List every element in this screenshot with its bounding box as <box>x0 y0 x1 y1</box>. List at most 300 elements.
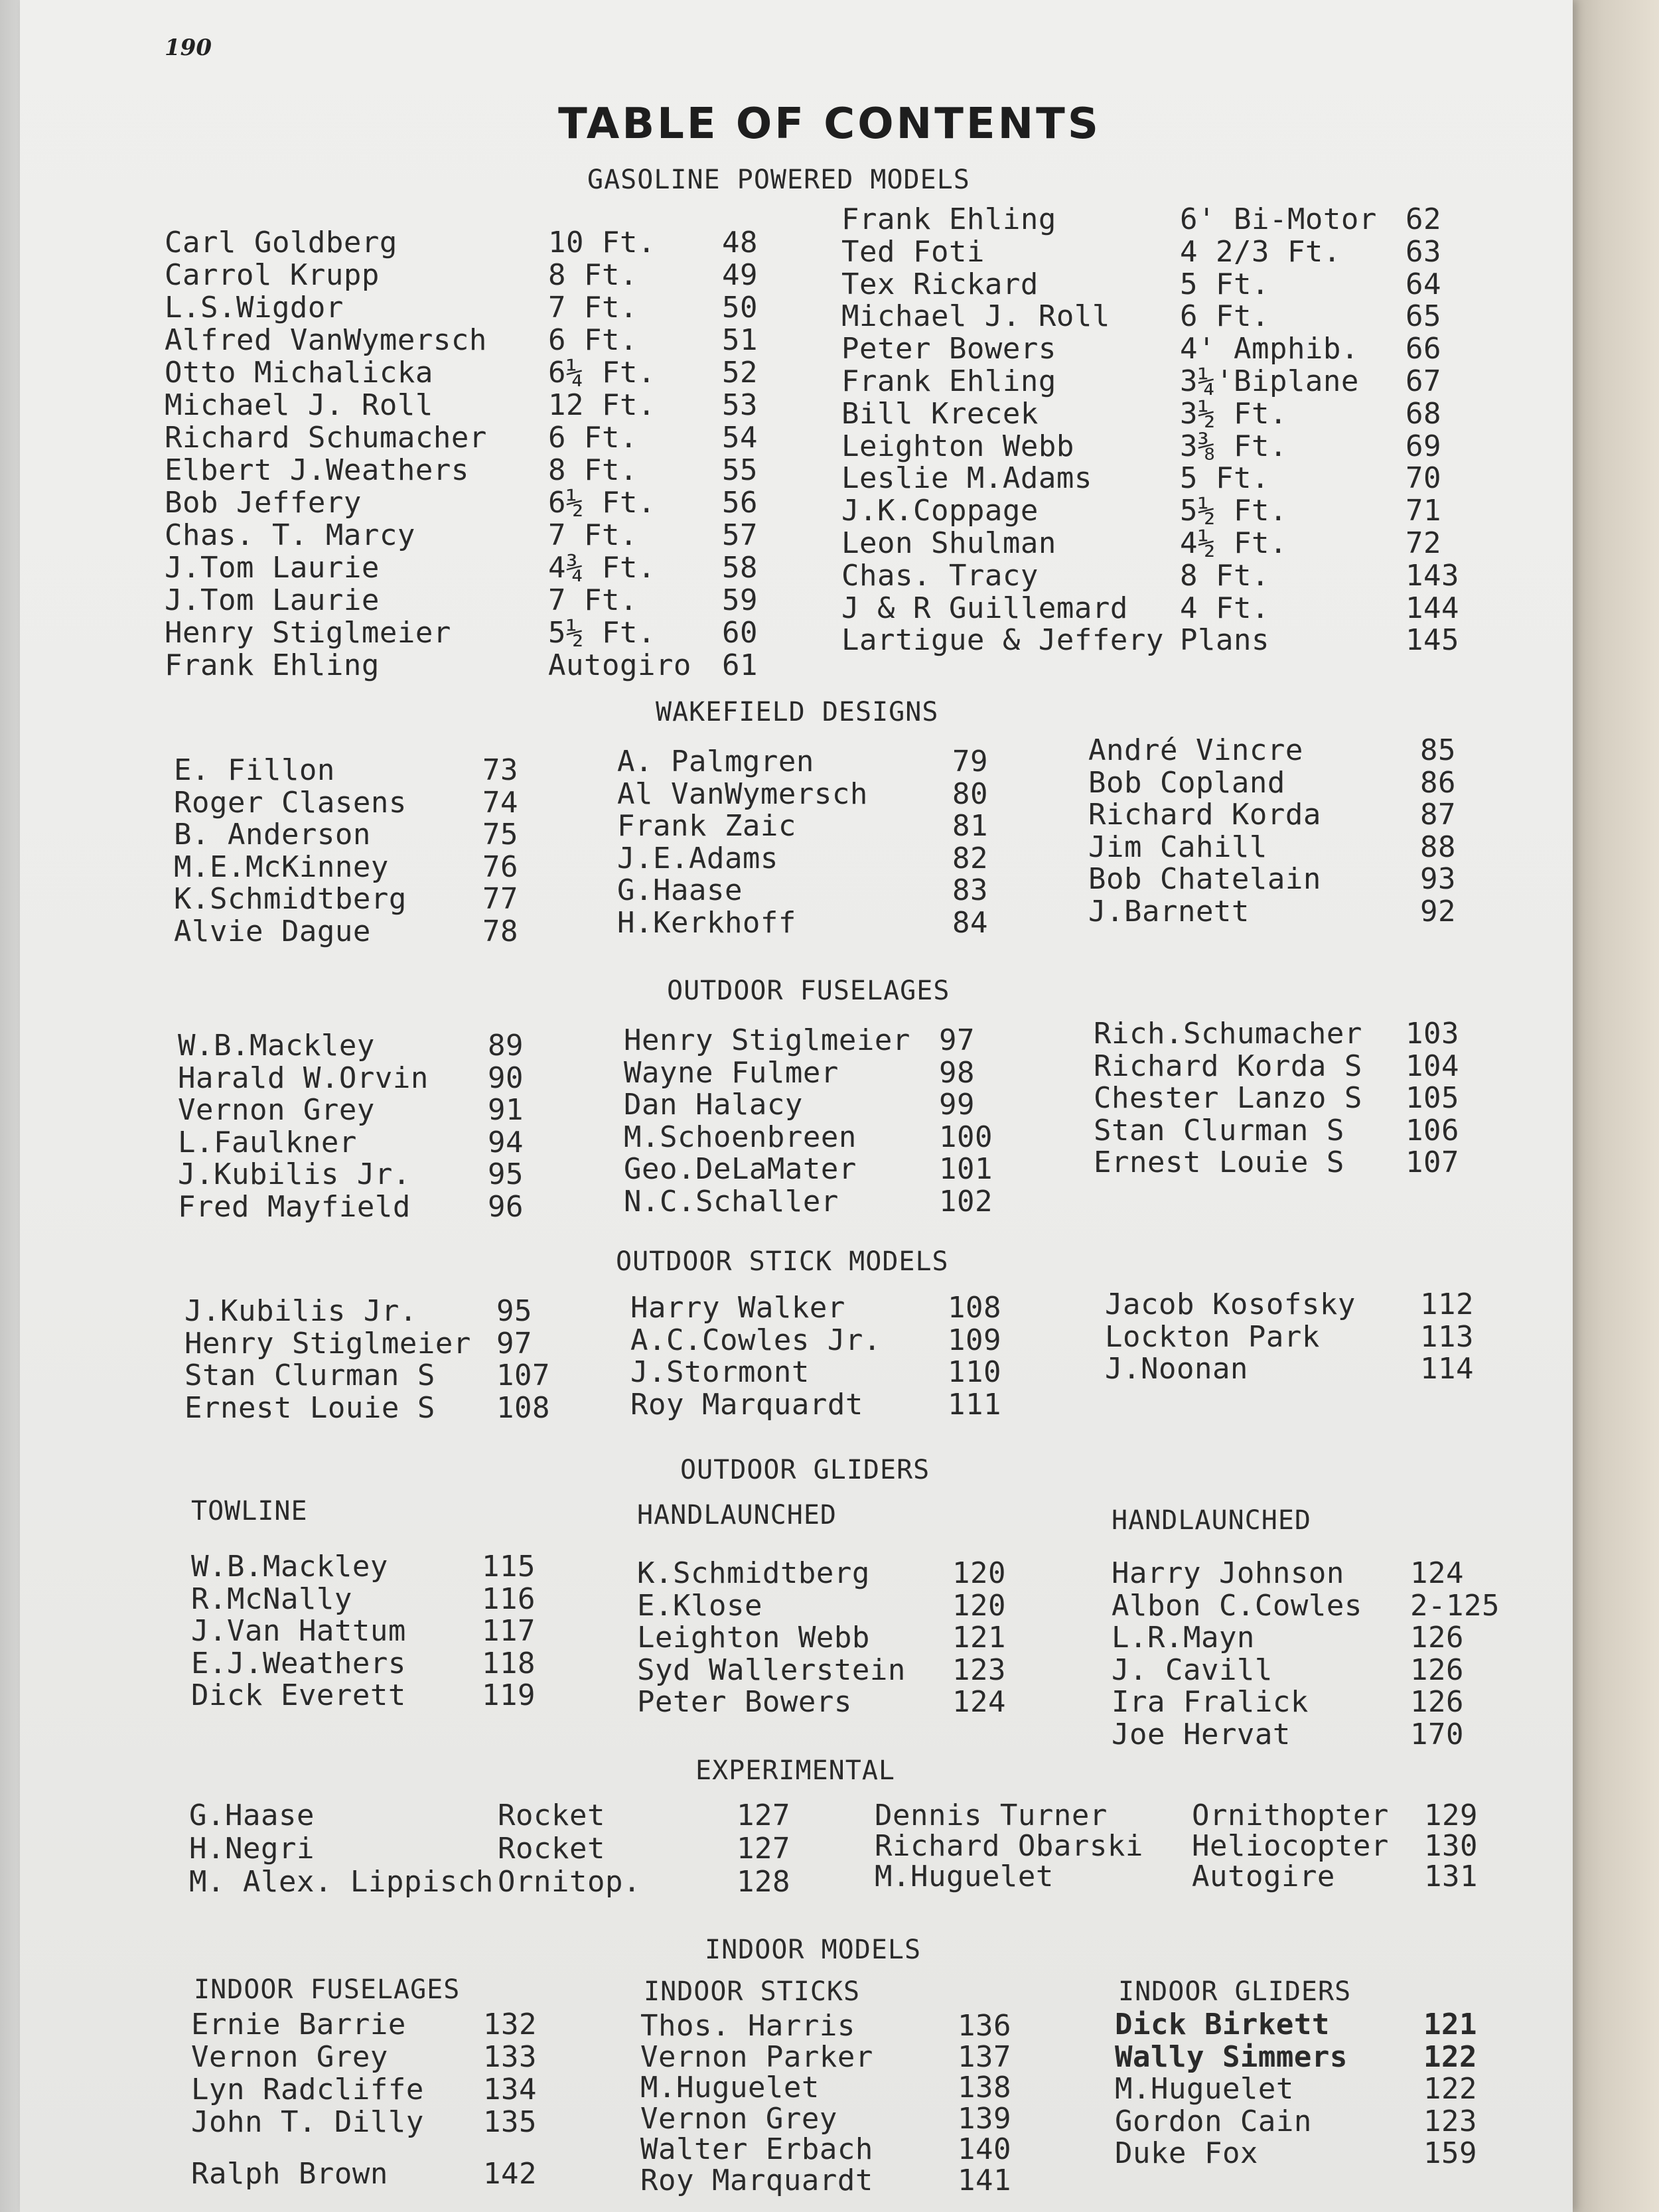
gasoline-entry-page: 71 <box>1406 494 1441 528</box>
wakefield-entry-page: 76 <box>482 849 518 884</box>
glider-entry-page: 123 <box>952 1653 1006 1687</box>
fuselage-entry-page: 105 <box>1406 1081 1459 1115</box>
glider-entry-page: 115 <box>482 1550 536 1584</box>
wakefield-entry-name: Frank Zaic <box>617 809 796 843</box>
indoor-stick-entry-name: Roy Marquardt <box>640 2163 873 2197</box>
experimental-entry-name: G.Haase <box>189 1799 315 1832</box>
indoor-stick-entry-name: M.Huguelet <box>640 2071 820 2104</box>
fuselage-entry-name: J.Kubilis Jr. <box>178 1157 411 1191</box>
indoor-stick-entry-name: Vernon Grey <box>640 2101 837 2136</box>
gasoline-entry-name: J & R Guillemard <box>841 591 1128 625</box>
wakefield-entry-name: Bob Chatelain <box>1088 862 1321 896</box>
stick-entry-page: 97 <box>496 1326 532 1361</box>
section-heading-gasoline: GASOLINE POWERED MODELS <box>587 165 970 195</box>
indoor-glider-entry-name: Gordon Cain <box>1115 2104 1312 2138</box>
gasoline-entry-size: 6¼ Ft. <box>548 356 656 390</box>
wakefield-entry-name: B. Anderson <box>174 818 371 851</box>
gasoline-entry <box>841 332 1465 369</box>
indoor-glider-entry-name: Duke Fox <box>1115 2136 1258 2170</box>
glider-entry-page: 124 <box>1410 1556 1464 1590</box>
gasoline-entry-name: J.Tom Laurie <box>165 551 380 585</box>
experimental-entry-type: Ornitop. <box>498 1865 641 1899</box>
experimental-entry-page: 127 <box>737 1832 790 1866</box>
wakefield-entry-page: 74 <box>482 785 518 820</box>
indoor-fuselage-entry-name: Ralph Brown <box>191 2157 388 2191</box>
glider-entry-name: Joe Hervat <box>1112 1717 1291 1751</box>
stick-entry-page: 108 <box>948 1291 1001 1325</box>
gasoline-entry-page: 50 <box>722 291 758 325</box>
gasoline-entry <box>165 486 775 523</box>
gasoline-entry <box>841 299 1465 336</box>
gasoline-entry-size: 4' Amphib. <box>1180 332 1359 366</box>
glider-entry-page: 116 <box>482 1582 536 1616</box>
glider-entry-name: E.J.Weathers <box>191 1646 406 1680</box>
wakefield-entry <box>174 915 545 952</box>
gasoline-entry-size: Plans <box>1180 623 1269 658</box>
gasoline-entry-name: Bob Jeffery <box>165 486 362 520</box>
indoor-stick-entry-name: Vernon Parker <box>640 2039 873 2074</box>
fuselage-entry-page: 107 <box>1406 1145 1459 1179</box>
page-title: TABLE OF CONTENTS <box>558 100 1101 149</box>
stick-entry-page: 110 <box>948 1355 1001 1389</box>
gasoline-entry-name: Ted Foti <box>841 234 985 269</box>
fuselage-entry-name: Henry Stiglmeier <box>624 1023 910 1057</box>
gasoline-entry-name: Leighton Webb <box>841 429 1074 463</box>
gasoline-entry-page: 60 <box>722 616 758 650</box>
gasoline-entry-name: Henry Stiglmeier <box>165 616 451 650</box>
glider-entry-name: Ira Fralick <box>1112 1685 1309 1719</box>
gasoline-entry-name: Michael J. Roll <box>165 388 433 422</box>
experimental-entry-type: Ornithopter <box>1192 1799 1389 1832</box>
gasoline-entry-page: 58 <box>722 551 758 585</box>
wakefield-entry-name: J.Barnett <box>1088 894 1250 928</box>
gasoline-entry-name: Carrol Krupp <box>165 258 380 292</box>
indoor-fuselage-entry-page: 135 <box>483 2105 537 2139</box>
glider-entry-page: 126 <box>1410 1685 1464 1719</box>
fuselage-entry-page: 106 <box>1406 1113 1459 1147</box>
fuselage-entry-name: Vernon Grey <box>178 1093 375 1127</box>
indoor-stick-entry-name: Thos. Harris <box>640 2009 855 2043</box>
indoor-glider-entry-page: 122 <box>1423 2039 1477 2074</box>
gasoline-entry <box>165 388 775 425</box>
section-heading-experimental: EXPERIMENTAL <box>695 1755 895 1786</box>
fuselage-entry-name: Richard Korda S <box>1094 1049 1362 1083</box>
stick-entry-name: Lockton Park <box>1105 1319 1320 1354</box>
gasoline-entry <box>165 356 775 393</box>
fuselage-entry <box>624 1185 1022 1222</box>
page-number: 190 <box>165 35 212 61</box>
glider-entry-name: Albon C.Cowles <box>1112 1588 1362 1623</box>
indoor-fuselage-entry-name: Ernie Barrie <box>191 2008 406 2041</box>
stick-entry-name: J.Stormont <box>630 1355 810 1389</box>
gasoline-entry <box>165 551 775 588</box>
gasoline-entry-name: Tex Rickard <box>841 267 1039 301</box>
gasoline-entry <box>841 526 1465 563</box>
gasoline-entry-size: 10 Ft. <box>548 226 656 259</box>
gasoline-entry-name: Carl Goldberg <box>165 226 397 259</box>
gasoline-entry <box>841 202 1465 240</box>
gasoline-entry-size: 6 Ft. <box>548 421 638 455</box>
indoor-glider-entry-page: 122 <box>1423 2072 1477 2106</box>
fuselage-entry-page: 102 <box>939 1184 993 1218</box>
wakefield-entry-name: Richard Korda <box>1088 798 1321 832</box>
gasoline-entry-name: Leon Shulman <box>841 526 1056 560</box>
subheading-handlaunched: HANDLAUNCHED <box>1112 1505 1311 1536</box>
wakefield-entry-name: K.Schmidtberg <box>174 882 407 916</box>
gasoline-entry-name: Michael J. Roll <box>841 299 1110 334</box>
indoor-glider-entry-page: 123 <box>1423 2104 1477 2138</box>
fuselage-entry-name: Stan Clurman S <box>1094 1113 1344 1147</box>
wakefield-entry-page: 77 <box>482 882 518 916</box>
gasoline-entry-size: 8 Ft. <box>548 453 638 487</box>
experimental-entry-page: 129 <box>1424 1799 1478 1832</box>
gasoline-entry-size: 6 Ft. <box>1180 299 1269 334</box>
gasoline-entry-size: 3½ Ft. <box>1180 396 1287 431</box>
indoor-glider-entry-name: Wally Simmers <box>1115 2039 1348 2074</box>
gasoline-entry <box>165 291 775 328</box>
gasoline-entry-page: 145 <box>1406 623 1459 658</box>
experimental-entry-type: Rocket <box>498 1799 605 1832</box>
gasoline-entry-size: 5 Ft. <box>1180 461 1269 496</box>
gasoline-entry-page: 72 <box>1406 526 1441 560</box>
fuselage-entry-page: 91 <box>488 1093 524 1127</box>
stick-entry-name: Henry Stiglmeier <box>184 1326 471 1361</box>
stick-entry-page: 113 <box>1420 1319 1474 1354</box>
wakefield-entry-name: Alvie Dague <box>174 914 371 948</box>
gasoline-entry-name: Peter Bowers <box>841 332 1056 366</box>
indoor-fuselage-entry <box>191 2073 563 2110</box>
glider-entry <box>637 1685 1022 1722</box>
wakefield-entry-name: G.Haase <box>617 873 743 907</box>
gasoline-entry-size: Autogiro <box>548 648 691 682</box>
gasoline-entry-page: 55 <box>722 453 758 487</box>
gasoline-entry-name: Frank Ehling <box>841 364 1056 398</box>
fuselage-entry-name: Wayne Fulmer <box>624 1055 839 1090</box>
gasoline-entry-name: J.K.Coppage <box>841 494 1039 528</box>
gasoline-entry-name: Alfred VanWymersch <box>165 323 487 357</box>
gasoline-entry-size: 4 Ft. <box>1180 591 1269 625</box>
stick-entry-page: 109 <box>948 1323 1001 1357</box>
wakefield-entry-name: J.E.Adams <box>617 841 778 875</box>
glider-entry-page: 119 <box>482 1678 536 1712</box>
gasoline-entry-size: 6' Bi-Motor <box>1180 202 1377 236</box>
stick-entry-page: 107 <box>496 1359 550 1392</box>
indoor-fuselage-entry <box>191 2105 563 2142</box>
gasoline-entry-page: 144 <box>1406 591 1459 625</box>
glider-entry-name: Peter Bowers <box>637 1685 852 1719</box>
fuselage-entry-page: 95 <box>488 1157 524 1191</box>
fuselage-entry-name: N.C.Schaller <box>624 1184 839 1218</box>
glider-entry-name: J. Cavill <box>1112 1653 1273 1687</box>
gasoline-entry-name: Elbert J.Weathers <box>165 453 469 487</box>
fuselage-entry-page: 97 <box>939 1023 975 1057</box>
gasoline-entry-page: 54 <box>722 421 758 455</box>
wakefield-entry-page: 80 <box>952 776 988 811</box>
glider-entry-name: Syd Wallerstein <box>637 1653 906 1687</box>
gasoline-entry-name: Bill Krecek <box>841 396 1039 431</box>
gasoline-entry <box>841 461 1465 498</box>
wakefield-entry-name: Jim Cahill <box>1088 830 1267 864</box>
fuselage-entry-page: 96 <box>488 1189 524 1224</box>
glider-entry-name: R.McNally <box>191 1582 352 1616</box>
experimental-entry-page: 128 <box>737 1865 790 1899</box>
experimental-entry-type: Autogire <box>1192 1860 1335 1893</box>
indoor-glider-entry-page: 159 <box>1423 2136 1477 2170</box>
experimental-entry-name: Richard Obarski <box>875 1829 1143 1863</box>
wakefield-entry-name: H.Kerkhoff <box>617 905 796 940</box>
gasoline-entry-page: 61 <box>722 648 758 682</box>
indoor-stick-entry-page: 138 <box>958 2071 1011 2104</box>
subheading-indoor-fuselages: INDOOR FUSELAGES <box>194 1974 461 2005</box>
stick-entry-name: A.C.Cowles Jr. <box>630 1323 881 1357</box>
stick-entry-name: Stan Clurman S <box>184 1359 435 1392</box>
experimental-entry-name: M. Alex. Lippisch <box>189 1865 494 1899</box>
gasoline-entry <box>165 616 775 653</box>
subheading-indoor-sticks: INDOOR STICKS <box>644 1976 861 2007</box>
gasoline-entry-size: 7 Ft. <box>548 518 638 552</box>
gasoline-entry-size: 3¼'Biplane <box>1180 364 1359 398</box>
gasoline-entry-size: 6½ Ft. <box>548 486 656 520</box>
indoor-glider-entry-name: Dick Birkett <box>1115 2008 1330 2041</box>
wakefield-entry <box>1088 895 1500 932</box>
indoor-fuselage-entry-page: 134 <box>483 2073 537 2106</box>
experimental-entry-type: Heliocopter <box>1192 1829 1389 1863</box>
gasoline-entry <box>165 648 775 686</box>
glider-entry-name: Harry Johnson <box>1112 1556 1344 1590</box>
gasoline-entry-page: 68 <box>1406 396 1441 431</box>
gasoline-entry <box>165 258 775 295</box>
gasoline-entry-size: 4 2/3 Ft. <box>1180 234 1341 269</box>
fuselage-entry-name: Fred Mayfield <box>178 1189 411 1224</box>
glider-entry-page: 120 <box>952 1588 1006 1623</box>
wakefield-entry-name: E. Fillon <box>174 753 335 787</box>
gasoline-entry-name: Leslie M.Adams <box>841 461 1092 496</box>
gasoline-entry <box>841 494 1465 531</box>
glider-entry-name: E.Klose <box>637 1588 762 1623</box>
fuselage-entry-page: 104 <box>1406 1049 1459 1083</box>
experimental-entry-page: 131 <box>1424 1860 1478 1893</box>
stick-entry-name: J.Kubilis Jr. <box>184 1294 417 1328</box>
fuselage-entry-name: L.Faulkner <box>178 1125 357 1159</box>
fuselage-entry-name: Chester Lanzo S <box>1094 1081 1362 1115</box>
gasoline-entry-size: 5½ Ft. <box>1180 494 1287 528</box>
experimental-entry-name: H.Negri <box>189 1832 315 1866</box>
experimental-entry-name: M.Huguelet <box>875 1860 1054 1893</box>
fuselage-entry-page: 101 <box>939 1152 993 1186</box>
gasoline-entry-name: Lartigue & Jeffery <box>841 623 1164 658</box>
experimental-entry-page: 127 <box>737 1799 790 1832</box>
fuselage-entry <box>178 1190 536 1227</box>
gasoline-entry-page: 48 <box>722 226 758 259</box>
wakefield-entry-page: 92 <box>1420 894 1456 928</box>
fuselage-entry-page: 98 <box>939 1055 975 1090</box>
wakefield-entry-page: 81 <box>952 809 988 843</box>
wakefield-entry-page: 86 <box>1420 765 1456 800</box>
wakefield-entry <box>617 906 1015 943</box>
indoor-stick-entry-name: Walter Erbach <box>640 2132 873 2166</box>
wakefield-entry-page: 84 <box>952 905 988 940</box>
glider-entry-page: 120 <box>952 1556 1006 1590</box>
gasoline-entry <box>841 623 1465 660</box>
glider-entry-name: Dick Everett <box>191 1678 406 1712</box>
glider-entry-page: 126 <box>1410 1653 1464 1687</box>
section-heading-indoor-models: INDOOR MODELS <box>705 1935 922 1965</box>
glider-entry-page: 2-125 <box>1410 1588 1500 1623</box>
glider-entry-name: K.Schmidtberg <box>637 1556 870 1590</box>
gasoline-entry-name: Chas. T. Marcy <box>165 518 415 552</box>
gasoline-entry-page: 59 <box>722 583 758 617</box>
experimental-entry <box>189 1799 820 1836</box>
indoor-fuselage-entry <box>191 2157 563 2194</box>
fuselage-entry-name: Dan Halacy <box>624 1088 803 1122</box>
indoor-fuselage-entry-name: John T. Dilly <box>191 2105 424 2139</box>
gasoline-entry <box>841 397 1465 434</box>
experimental-entry-name: Dennis Turner <box>875 1799 1108 1832</box>
fuselage-entry-page: 103 <box>1406 1017 1459 1051</box>
gasoline-entry <box>841 235 1465 272</box>
wakefield-entry-name: Roger Clasens <box>174 785 407 820</box>
glider-entry-name: Leighton Webb <box>637 1621 870 1655</box>
gasoline-entry-name: Otto Michalicka <box>165 356 433 390</box>
indoor-stick-entry-page: 140 <box>958 2132 1011 2166</box>
indoor-fuselage-entry-page: 142 <box>483 2157 537 2191</box>
glider-entry-name: L.R.Mayn <box>1112 1621 1255 1655</box>
stick-entry-name: J.Noonan <box>1105 1352 1248 1386</box>
wakefield-entry-name: André Vincre <box>1088 733 1303 767</box>
glider-entry-page: 121 <box>952 1621 1006 1655</box>
indoor-stick-entry-page: 137 <box>958 2039 1011 2074</box>
glider-entry-name: J.Van Hattum <box>191 1614 406 1648</box>
book-spine <box>1566 0 1659 2212</box>
wakefield-entry-page: 87 <box>1420 798 1456 832</box>
gasoline-entry-page: 65 <box>1406 299 1441 334</box>
gasoline-entry-name: L.S.Wigdor <box>165 291 344 325</box>
indoor-stick-entry-page: 136 <box>958 2009 1011 2043</box>
fuselage-entry-page: 89 <box>488 1029 524 1063</box>
gasoline-entry-page: 62 <box>1406 202 1441 236</box>
glider-entry-name: W.B.Mackley <box>191 1550 388 1584</box>
gasoline-entry <box>841 591 1465 628</box>
indoor-stick-entry-page: 141 <box>958 2163 1011 2197</box>
indoor-fuselage-entry-name: Vernon Grey <box>191 2040 388 2074</box>
stick-entry-page: 114 <box>1420 1352 1474 1386</box>
gasoline-entry-size: 12 Ft. <box>548 388 656 422</box>
fuselage-entry-name: W.B.Mackley <box>178 1029 375 1063</box>
stick-entry-name: Harry Walker <box>630 1291 845 1325</box>
gasoline-entry-size: 6 Ft. <box>548 323 638 357</box>
wakefield-entry-page: 73 <box>482 753 518 787</box>
wakefield-entry-page: 93 <box>1420 862 1456 896</box>
wakefield-entry-name: A. Palmgren <box>617 745 814 778</box>
gasoline-entry-page: 69 <box>1406 429 1441 463</box>
gasoline-entry <box>165 226 775 263</box>
gasoline-entry-page: 67 <box>1406 364 1441 398</box>
wakefield-entry-page: 83 <box>952 873 988 907</box>
indoor-fuselage-entry-page: 133 <box>483 2040 537 2074</box>
stick-entry-name: Roy Marquardt <box>630 1387 863 1422</box>
gasoline-entry <box>165 323 775 360</box>
wakefield-entry-name: M.E.McKinney <box>174 849 389 884</box>
glider-entry-page: 126 <box>1410 1621 1464 1655</box>
wakefield-entry-page: 78 <box>482 914 518 948</box>
section-heading-outdoor-gliders: OUTDOOR GLIDERS <box>680 1455 930 1485</box>
glider-entry-page: 124 <box>952 1685 1006 1719</box>
fuselage-entry-page: 99 <box>939 1088 975 1122</box>
glider-entry-page: 170 <box>1410 1717 1464 1751</box>
gasoline-entry-size: 4¾ Ft. <box>548 551 656 585</box>
fuselage-entry-page: 100 <box>939 1120 993 1154</box>
wakefield-entry-page: 85 <box>1420 733 1456 767</box>
glider-entry-page: 118 <box>482 1646 536 1680</box>
indoor-glider-entry <box>1115 2136 1486 2174</box>
gasoline-entry-size: 7 Ft. <box>548 583 638 617</box>
stick-entry-page: 112 <box>1420 1288 1474 1321</box>
gasoline-entry-size: 8 Ft. <box>1180 558 1269 593</box>
section-heading-outdoor-stick: OUTDOOR STICK MODELS <box>616 1246 949 1277</box>
wakefield-entry-name: Bob Copland <box>1088 765 1285 800</box>
fuselage-entry-name: Rich.Schumacher <box>1094 1017 1362 1051</box>
gasoline-entry-size: 7 Ft. <box>548 291 638 325</box>
fuselage-entry-name: Ernest Louie S <box>1094 1145 1344 1179</box>
indoor-fuselage-entry <box>191 2008 563 2045</box>
experimental-entry <box>189 1832 820 1869</box>
gasoline-entry-size: 8 Ft. <box>548 258 638 292</box>
subheading-indoor-gliders: INDOOR GLIDERS <box>1118 1976 1352 2007</box>
stick-entry <box>184 1391 556 1428</box>
gasoline-entry <box>165 421 775 458</box>
gasoline-entry-page: 51 <box>722 323 758 357</box>
glider-entry <box>1112 1718 1496 1755</box>
stick-entry-page: 95 <box>496 1294 532 1328</box>
wakefield-entry-page: 79 <box>952 745 988 778</box>
fuselage-entry-name: Harald W.Orvin <box>178 1061 429 1095</box>
gasoline-entry-page: 66 <box>1406 332 1441 366</box>
wakefield-entry-page: 82 <box>952 841 988 875</box>
stick-entry-name: Jacob Kosofsky <box>1105 1288 1356 1321</box>
wakefield-entry-page: 75 <box>482 818 518 851</box>
gasoline-entry-page: 63 <box>1406 234 1441 269</box>
indoor-stick-entry <box>640 2164 1025 2201</box>
subheading-handlaunched: HANDLAUNCHED <box>637 1500 837 1530</box>
gasoline-entry <box>841 267 1465 305</box>
wakefield-entry-page: 88 <box>1420 830 1456 864</box>
gasoline-entry-size: 5 Ft. <box>1180 267 1269 301</box>
experimental-entry-type: Rocket <box>498 1832 605 1866</box>
experimental-entry-page: 130 <box>1424 1829 1478 1863</box>
gasoline-entry <box>841 364 1465 402</box>
wakefield-entry-name: Al VanWymersch <box>617 776 868 811</box>
indoor-glider-entry-page: 121 <box>1423 2008 1477 2041</box>
fuselage-entry-name: Geo.DeLaMater <box>624 1152 857 1186</box>
glider-entry <box>191 1678 549 1716</box>
gasoline-entry-size: 4½ Ft. <box>1180 526 1287 560</box>
stick-entry-page: 108 <box>496 1390 550 1425</box>
gasoline-entry-page: 143 <box>1406 558 1459 593</box>
gasoline-entry-page: 64 <box>1406 267 1441 301</box>
gasoline-entry <box>165 453 775 490</box>
section-heading-wakefield: WAKEFIELD DESIGNS <box>656 697 939 727</box>
section-heading-outdoor-fuselages: OUTDOOR FUSELAGES <box>667 976 950 1006</box>
experimental-entry <box>875 1860 1478 1897</box>
stick-entry <box>1105 1352 1483 1389</box>
gasoline-entry-page: 49 <box>722 258 758 292</box>
subheading-towline: TOWLINE <box>191 1496 308 1526</box>
indoor-fuselage-entry-name: Lyn Radcliffe <box>191 2073 424 2106</box>
gasoline-entry-name: Frank Ehling <box>841 202 1056 236</box>
indoor-glider-entry-name: M.Huguelet <box>1115 2072 1294 2106</box>
fuselage-entry-name: M.Schoenbreen <box>624 1120 857 1154</box>
gasoline-entry-page: 53 <box>722 388 758 422</box>
